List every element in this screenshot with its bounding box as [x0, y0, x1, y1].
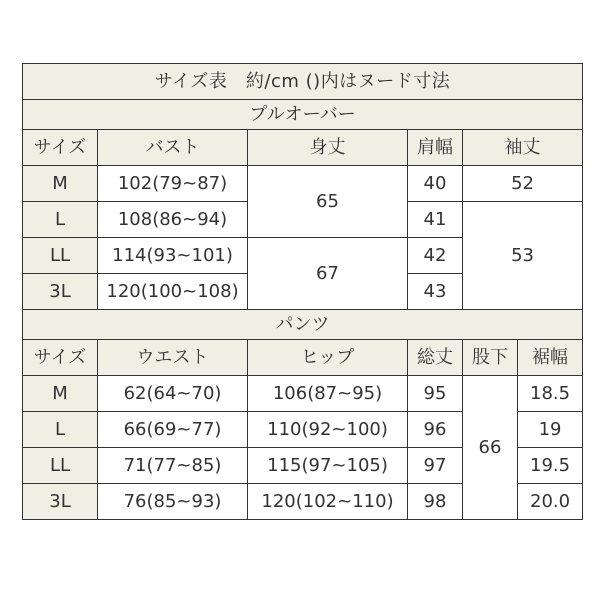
pants-header-hip: ヒップ [248, 340, 408, 376]
pullover-length-cell: 67 [248, 238, 408, 310]
pants-header-length: 総丈 [408, 340, 463, 376]
pants-size-label: LL [23, 448, 98, 484]
pants-length-cell: 97 [408, 448, 463, 484]
pants-hem-cell: 18.5 [518, 376, 583, 412]
pullover-shoulder-cell: 43 [408, 274, 463, 310]
pullover-header-length: 身丈 [248, 130, 408, 166]
pullover-header-sleeve: 袖丈 [463, 130, 583, 166]
pullover-shoulder-cell: 40 [408, 166, 463, 202]
pants-hip-cell: 120(102~110) [248, 484, 408, 520]
pants-size-label: M [23, 376, 98, 412]
pullover-shoulder-cell: 41 [408, 202, 463, 238]
pullover-shoulder-cell: 42 [408, 238, 463, 274]
pants-hem-cell: 20.0 [518, 484, 583, 520]
pants-header-waist: ウエスト [98, 340, 248, 376]
pants-hem-cell: 19 [518, 412, 583, 448]
pants-waist-cell: 62(64~70) [98, 376, 248, 412]
pants-length-cell: 96 [408, 412, 463, 448]
pants-length-cell: 98 [408, 484, 463, 520]
pants-length-cell: 95 [408, 376, 463, 412]
pants-inseam-cell: 66 [463, 376, 518, 520]
pants-waist-cell: 66(69~77) [98, 412, 248, 448]
pants-waist-cell: 71(77~85) [98, 448, 248, 484]
pullover-size-label: LL [23, 238, 98, 274]
pullover-size-label: L [23, 202, 98, 238]
size-chart-table [22, 63, 583, 520]
pullover-header-size: サイズ [23, 130, 98, 166]
pullover-header-shoulder: 肩幅 [408, 130, 463, 166]
pants-header-hem: 裾幅 [518, 340, 583, 376]
pants-header-inseam: 股下 [463, 340, 518, 376]
pullover-bust-cell: 114(93~101) [98, 238, 248, 274]
pants-hip-cell: 115(97~105) [248, 448, 408, 484]
pants-size-label: L [23, 412, 98, 448]
pullover-sleeve-cell: 52 [463, 166, 583, 202]
section-title-pullover: プルオーバー [23, 100, 583, 130]
pullover-bust-cell: 102(79~87) [98, 166, 248, 202]
chart-title: サイズ表 約/cm ()内はヌード寸法 [23, 64, 583, 100]
pants-hip-cell: 106(87~95) [248, 376, 408, 412]
pants-size-label: 3L [23, 484, 98, 520]
pullover-size-label: 3L [23, 274, 98, 310]
section-title-pants: パンツ [23, 310, 583, 340]
pants-hip-cell: 110(92~100) [248, 412, 408, 448]
pants-header-size: サイズ [23, 340, 98, 376]
pullover-length-cell: 65 [248, 166, 408, 238]
pants-waist-cell: 76(85~93) [98, 484, 248, 520]
pullover-size-label: M [23, 166, 98, 202]
pullover-sleeve-cell: 53 [463, 202, 583, 310]
pullover-header-bust: バスト [98, 130, 248, 166]
pullover-bust-cell: 108(86~94) [98, 202, 248, 238]
pullover-bust-cell: 120(100~108) [98, 274, 248, 310]
pants-hem-cell: 19.5 [518, 448, 583, 484]
